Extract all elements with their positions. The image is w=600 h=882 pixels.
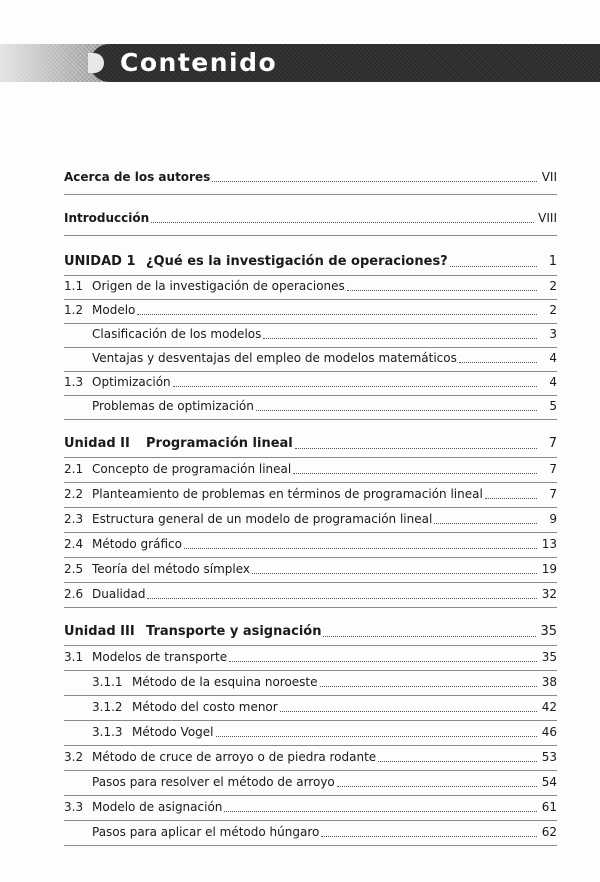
entry-title: Teoría del método símplex bbox=[92, 562, 250, 576]
divider bbox=[64, 235, 557, 236]
toc-entry[interactable] bbox=[64, 273, 557, 293]
entry-number: 3.1.3 bbox=[92, 725, 123, 739]
entry-page: 2 bbox=[549, 303, 557, 317]
entry-page: 35 bbox=[541, 650, 557, 664]
entry-page: 4 bbox=[549, 351, 557, 365]
entry-title: Clasificación de los modelos bbox=[92, 327, 262, 341]
entry-title: Introducción bbox=[64, 211, 150, 225]
divider bbox=[64, 845, 557, 846]
dot-leader bbox=[295, 447, 537, 449]
divider bbox=[64, 607, 557, 608]
toc-unit-2[interactable] bbox=[64, 431, 557, 451]
entry-number: 1.1 bbox=[64, 279, 84, 293]
dot-leader bbox=[252, 572, 537, 574]
entry-page: 53 bbox=[541, 750, 557, 764]
unit-page: 1 bbox=[548, 254, 557, 269]
entry-page: 2 bbox=[549, 279, 557, 293]
dot-leader bbox=[263, 337, 537, 339]
dot-leader bbox=[293, 472, 537, 474]
entry-title: Planteamiento de problemas en términos de programación lineal bbox=[92, 487, 483, 501]
unit-label: Unidad III bbox=[64, 624, 135, 639]
entry-page: 19 bbox=[541, 562, 557, 576]
entry-page: VII bbox=[541, 170, 557, 184]
unit-label: UNIDAD 1 bbox=[64, 254, 136, 269]
entry-page: 5 bbox=[549, 399, 557, 413]
dot-leader bbox=[229, 660, 537, 662]
entry-title: Método Vogel bbox=[132, 725, 214, 739]
entry-number: 1.3 bbox=[64, 375, 84, 389]
toc-unit-1[interactable] bbox=[64, 249, 557, 269]
page-title: Contenido bbox=[120, 48, 278, 77]
entry-title: Estructura general de un modelo de programación lineal bbox=[92, 512, 433, 526]
entry-title: Pasos para aplicar el método húngaro bbox=[92, 825, 320, 839]
entry-title: Concepto de programación lineal bbox=[92, 462, 292, 476]
dot-leader bbox=[450, 265, 537, 267]
entry-number: 3.2 bbox=[64, 750, 84, 764]
toc-entry[interactable] bbox=[64, 644, 557, 664]
toc-entry[interactable] bbox=[64, 581, 557, 601]
entry-number: 2.2 bbox=[64, 487, 84, 501]
divider bbox=[64, 194, 557, 195]
entry-page: 62 bbox=[541, 825, 557, 839]
entry-title: Dualidad bbox=[92, 587, 146, 601]
entry-page: 7 bbox=[549, 462, 557, 476]
dot-leader bbox=[321, 835, 537, 837]
entry-number: 2.6 bbox=[64, 587, 84, 601]
dot-leader bbox=[212, 180, 537, 182]
dot-leader bbox=[485, 497, 537, 499]
dot-leader bbox=[347, 289, 537, 291]
entry-number: 2.3 bbox=[64, 512, 84, 526]
entry-page: 54 bbox=[541, 775, 557, 789]
dot-leader bbox=[184, 547, 537, 549]
toc-entry[interactable] bbox=[64, 369, 557, 389]
unit-title: Programación lineal bbox=[146, 436, 293, 451]
entry-number: 2.1 bbox=[64, 462, 84, 476]
toc-entry[interactable] bbox=[64, 794, 557, 814]
toc-entry-authors[interactable] bbox=[64, 164, 557, 184]
dot-leader bbox=[216, 735, 537, 737]
toc-entry[interactable] bbox=[64, 297, 557, 317]
entry-title: Ventajas y desventajas del empleo de modelos matemáticos bbox=[92, 351, 457, 365]
dot-leader bbox=[323, 635, 536, 637]
unit-title: ¿Qué es la investigación de operaciones? bbox=[146, 254, 448, 269]
toc-entry[interactable] bbox=[64, 769, 557, 789]
entry-title: Método gráfico bbox=[92, 537, 182, 551]
toc-entry[interactable] bbox=[64, 719, 557, 739]
entry-number: 3.3 bbox=[64, 800, 84, 814]
toc-entry[interactable] bbox=[64, 744, 557, 764]
entry-title: Modelo bbox=[92, 303, 136, 317]
dot-leader bbox=[173, 385, 537, 387]
divider bbox=[64, 419, 557, 420]
toc-entry-introduction[interactable] bbox=[64, 205, 557, 225]
toc-entry[interactable] bbox=[64, 556, 557, 576]
dot-leader bbox=[147, 597, 537, 599]
entry-page: 13 bbox=[541, 537, 557, 551]
entry-page: 46 bbox=[541, 725, 557, 739]
entry-page: 3 bbox=[549, 327, 557, 341]
entry-page: 32 bbox=[541, 587, 557, 601]
entry-title: Origen de la investigación de operaciones bbox=[92, 279, 345, 293]
dot-leader bbox=[459, 361, 537, 363]
entry-page: 7 bbox=[549, 487, 557, 501]
entry-title: Pasos para resolver el método de arroyo bbox=[92, 775, 335, 789]
toc-entry[interactable] bbox=[64, 819, 557, 839]
entry-page: 9 bbox=[549, 512, 557, 526]
toc-unit-3[interactable] bbox=[64, 619, 557, 639]
toc-entry[interactable] bbox=[64, 321, 557, 341]
toc-entry[interactable] bbox=[64, 456, 557, 476]
entry-number: 1.2 bbox=[64, 303, 84, 317]
dot-leader bbox=[280, 710, 537, 712]
header-banner-fade bbox=[0, 44, 95, 82]
dot-leader bbox=[320, 685, 537, 687]
entry-page: 38 bbox=[541, 675, 557, 689]
entry-number: 2.4 bbox=[64, 537, 84, 551]
entry-number: 2.5 bbox=[64, 562, 84, 576]
entry-title: Modelos de transporte bbox=[92, 650, 228, 664]
entry-page: 61 bbox=[541, 800, 557, 814]
entry-title: Problemas de optimización bbox=[92, 399, 254, 413]
entry-page: VIII bbox=[538, 211, 557, 225]
entry-title: Método de la esquina noroeste bbox=[132, 675, 318, 689]
unit-label: Unidad II bbox=[64, 436, 130, 451]
toc-entry[interactable] bbox=[64, 506, 557, 526]
entry-title: Modelo de asignación bbox=[92, 800, 223, 814]
toc-entry[interactable] bbox=[64, 669, 557, 689]
entry-page: 42 bbox=[541, 700, 557, 714]
entry-title: Optimización bbox=[92, 375, 171, 389]
toc-entry[interactable] bbox=[64, 481, 557, 501]
unit-page: 7 bbox=[548, 436, 557, 451]
entry-page: 4 bbox=[549, 375, 557, 389]
entry-number: 3.1.1 bbox=[92, 675, 123, 689]
entry-title: Método de cruce de arroyo o de piedra rodante bbox=[92, 750, 377, 764]
dot-leader bbox=[137, 313, 537, 315]
entry-number: 3.1.2 bbox=[92, 700, 123, 714]
dot-leader bbox=[378, 760, 537, 762]
unit-page: 35 bbox=[540, 624, 557, 639]
dot-leader bbox=[434, 522, 537, 524]
toc-entry[interactable] bbox=[64, 531, 557, 551]
unit-title: Transporte y asignación bbox=[146, 624, 322, 639]
toc-entry[interactable] bbox=[64, 694, 557, 714]
toc-entry[interactable] bbox=[64, 393, 557, 413]
entry-title: Acerca de los autores bbox=[64, 170, 211, 184]
dot-leader bbox=[151, 221, 534, 223]
dot-leader bbox=[337, 785, 537, 787]
entry-number: 3.1 bbox=[64, 650, 84, 664]
dot-leader bbox=[224, 810, 537, 812]
dot-leader bbox=[256, 409, 537, 411]
toc-entry[interactable] bbox=[64, 345, 557, 365]
entry-title: Método del costo menor bbox=[132, 700, 278, 714]
